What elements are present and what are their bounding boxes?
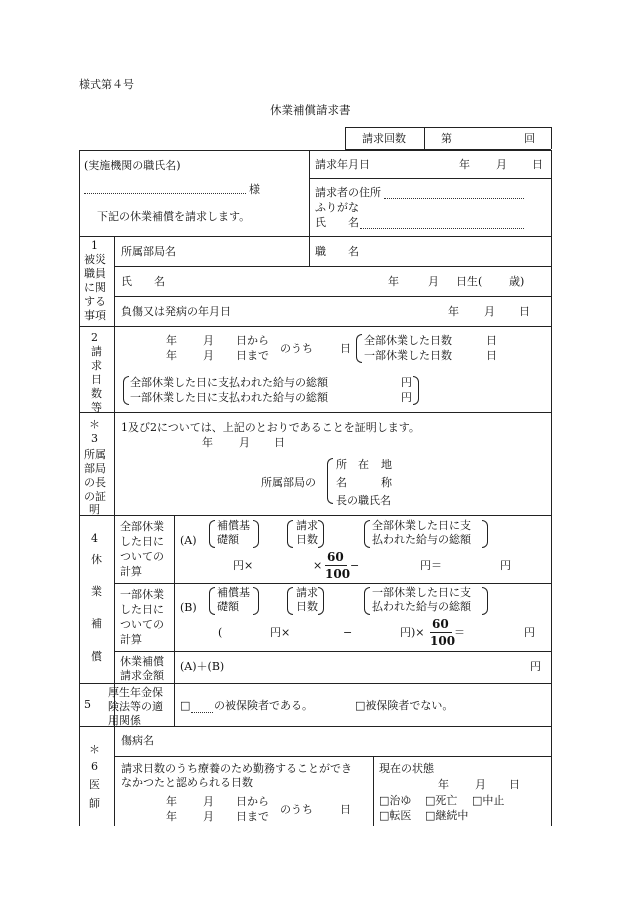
sec4-B-pay-2: 払われた給与の総額 <box>372 600 471 613</box>
sec2-full-rest-day: 日 <box>486 334 497 347</box>
sec6-unable-1: 請求日数のうち療養のため勤務することができ <box>121 762 352 775</box>
sec4-B-frac-bar <box>430 632 452 633</box>
sec4-B-close-times: 円)× <box>400 626 425 639</box>
sec4-A-base-bracket-l <box>209 520 215 548</box>
sec6-status-year: 年 <box>438 778 449 791</box>
addressee-sama: 様 <box>249 183 260 196</box>
sec4-B-days-bracket-r <box>318 587 324 615</box>
sec6-heading-2: 医 <box>89 778 100 791</box>
sec4-A-pay-2: 払われた給与の総額 <box>372 533 471 546</box>
sec4-A-times: × <box>313 559 323 572</box>
sec3-heading-5: の証 <box>84 490 106 503</box>
sec4-B-pay-1: 一部休業した日に支 <box>372 586 471 599</box>
sec3-heading-3: 部局 <box>84 462 106 475</box>
claimant-address-line[interactable] <box>384 198 524 199</box>
sec1-heading-0: 1 <box>91 239 98 252</box>
sec4-A: (A) <box>180 534 197 547</box>
sec6-disease: 傷病名 <box>121 734 154 747</box>
sec1-injury-year: 年 <box>448 305 459 318</box>
sec4-A-pay-1: 全部休業した日に支 <box>372 519 471 532</box>
sec3-day: 日 <box>274 436 285 449</box>
sec3-certify: 1及び2については、上記のとおりであることを証明します。 <box>121 421 420 434</box>
sec4-A-days-2: 日数 <box>296 533 318 546</box>
sec1-birth-day: 日生( <box>456 275 483 288</box>
sec4-A-base-bracket-r <box>253 520 259 548</box>
sec3-heading-1: 3 <box>91 432 98 445</box>
sec4-heading-2: 業 <box>91 585 102 598</box>
sec4-B-den: 100 <box>430 634 456 648</box>
sec6-heading-0: ＊ <box>89 743 100 756</box>
sec1-birth-year: 年 <box>388 275 399 288</box>
sec3-heading-6: 明 <box>89 503 100 516</box>
sec3-heading-0: ＊ <box>89 418 100 431</box>
sec2-heading-1: 請 <box>91 345 102 358</box>
sec2-part-rest-day: 日 <box>486 349 497 362</box>
sec4-B: (B) <box>180 601 197 614</box>
sec4-A-minus: − <box>350 559 360 572</box>
sec4-A-den: 100 <box>325 567 351 581</box>
request-date-month: 月 <box>496 158 507 171</box>
sec6-status: 現在の状態 <box>379 762 434 775</box>
sec5-insured-suffix: の被保険者である。 <box>214 699 313 712</box>
sec2-to-month: 月 <box>203 349 214 362</box>
sec6-from-month: 月 <box>203 795 214 808</box>
sec1-heading-3: に関 <box>84 281 106 294</box>
sec2-part-pay-yen: 円 <box>401 391 412 404</box>
sec5-line-1: 険法等の適 <box>108 700 163 713</box>
claimant-name-a: 氏 <box>315 216 326 229</box>
sec3-heading-2: 所属 <box>84 448 106 461</box>
sec1-heading-2: 職員 <box>84 267 106 280</box>
sec4-A-days-bracket-r <box>318 520 324 548</box>
addressee-line[interactable] <box>84 193 246 194</box>
sec6-to-month: 月 <box>203 810 214 823</box>
sec6-dead-checkbox[interactable]: □死亡 <box>425 794 458 807</box>
sec1-name-a: 氏 <box>121 275 132 288</box>
sec2-heading-5: 等 <box>91 401 102 414</box>
request-count-dai: 第 <box>441 132 452 145</box>
sec3-nm-a: 名 <box>336 476 347 489</box>
sec1-name-b: 名 <box>154 275 165 288</box>
sec3-loc-b: 在 <box>358 458 369 471</box>
sec2-part-pay: 一部休業した日に支払われた給与の総額 <box>130 391 328 404</box>
sec2-full-rest: 全部休業した日数 <box>364 334 452 347</box>
sec4-B-eq: ＝ <box>454 626 465 639</box>
sec4-A-days-bracket-l <box>287 520 293 548</box>
form-number: 様式第４号 <box>79 78 134 91</box>
sec1-age: 歳) <box>509 275 525 288</box>
sec6-to-year: 年 <box>166 810 177 823</box>
request-date-year: 年 <box>459 158 470 171</box>
sec3-nm-b: 称 <box>381 476 392 489</box>
sec4-part-line-2: ついての <box>120 618 164 631</box>
sec6-transfer-checkbox[interactable]: □転医 <box>379 809 412 822</box>
sec2-heading-2: 求 <box>91 359 102 372</box>
sec6-from: 日から <box>236 795 269 808</box>
sec4-A-days-1: 請求 <box>296 519 318 532</box>
sec4-part-line-1: した日に <box>120 603 164 616</box>
sec1-heading-5: 事項 <box>84 309 106 322</box>
sec4-full-line-0: 全部休業 <box>120 520 164 533</box>
request-statement: 下記の休業補償を請求します。 <box>97 210 251 223</box>
sec5-insurance-blank[interactable] <box>191 712 213 713</box>
sec2-from-year: 年 <box>166 334 177 347</box>
sec4-B-days-1: 請求 <box>296 586 318 599</box>
sec4-full-line-1: した日に <box>120 535 164 548</box>
sec6-status-day: 日 <box>509 778 520 791</box>
sec4-B-num: 60 <box>432 617 449 631</box>
sec6-stopped-checkbox[interactable]: □中止 <box>472 794 505 807</box>
sec4-A-yen-times: 円× <box>233 559 254 572</box>
sec5-number: 5 <box>84 698 91 711</box>
sec4-B-base-bracket-r <box>253 587 259 615</box>
sec1-injury-day: 日 <box>519 305 530 318</box>
sec6-continuing-checkbox[interactable]: □継続中 <box>425 809 469 822</box>
sec6-heading-1: 6 <box>91 760 98 773</box>
sec4-B-pay-bracket-r <box>482 587 488 615</box>
sec4-A-base-1: 補償基 <box>217 519 250 532</box>
request-count-kai: 回 <box>524 132 535 145</box>
sec1-heading-4: する <box>84 295 106 308</box>
sec6-cured-checkbox[interactable]: □治ゆ <box>379 794 412 807</box>
sec5-line-0: 厚生年金保 <box>108 686 163 699</box>
sec3-heading-4: の長 <box>84 476 106 489</box>
sec2-nouchi: のうち <box>280 342 313 355</box>
sec4-B-base-1: 補償基 <box>217 586 250 599</box>
sec4-B-result-yen: 円 <box>524 626 535 639</box>
sec4-A-pay-bracket-l <box>364 520 370 548</box>
sec4-B-pay-bracket-l <box>364 587 370 615</box>
sec3-head: 長の職氏名 <box>336 494 391 507</box>
sec4-heading-3: 補 <box>91 617 102 630</box>
sec2-heading-0: 2 <box>91 331 98 344</box>
sec4-total-formula: (A)＋(B) <box>180 660 225 673</box>
sec4-heading-1: 休 <box>91 553 102 566</box>
sec2-brace-1 <box>356 334 362 363</box>
sec4-A-num: 60 <box>327 550 344 564</box>
sec3-month: 月 <box>239 436 250 449</box>
sec4-total-line-0: 休業補償 <box>120 655 164 668</box>
sec2-full-pay: 全部休業した日に支払われた給与の総額 <box>130 376 328 389</box>
form-title: 休業補償請求書 <box>270 103 351 117</box>
request-date-day: 日 <box>532 158 543 171</box>
sec4-B-days-2: 日数 <box>296 600 318 613</box>
sec2-from: 日から <box>236 334 269 347</box>
addressee-label: (実施機関の職氏名) <box>84 159 181 172</box>
sec4-B-yen-times: 円× <box>270 626 291 639</box>
sec4-part-line-3: 計算 <box>120 633 142 646</box>
sec6-status-month: 月 <box>475 778 486 791</box>
sec1-birth-month: 月 <box>428 275 439 288</box>
sec6-heading-3: 師 <box>89 797 100 810</box>
sec3-loc-a: 所 <box>336 458 347 471</box>
sec5-insured-checkbox[interactable]: □ <box>180 699 191 712</box>
sec3-loc-c: 地 <box>381 458 392 471</box>
sec3-dept-of: 所属部局の <box>261 476 316 489</box>
sec4-A-pay-bracket-r <box>482 520 488 548</box>
sec4-heading-4: 償 <box>91 650 102 663</box>
sec6-day: 日 <box>340 803 351 816</box>
sec1-post-a: 職 <box>315 245 326 258</box>
sec2-full-pay-yen: 円 <box>401 376 412 389</box>
claimant-name-line[interactable] <box>360 228 524 229</box>
sec6-nouchi: のうち <box>280 803 313 816</box>
sec2-brace-2-right <box>413 376 419 405</box>
request-date-label: 請求年月日 <box>315 158 370 171</box>
sec2-to-year: 年 <box>166 349 177 362</box>
sec4-heading-0: 4 <box>91 532 98 545</box>
sec4-full-line-2: ついての <box>120 550 164 563</box>
sec2-part-rest: 一部休業した日数 <box>364 349 452 362</box>
sec1-injury-month: 月 <box>484 305 495 318</box>
sec1-dept-label: 所属部局名 <box>121 245 176 258</box>
claimant-name-b: 名 <box>348 216 359 229</box>
claimant-furigana: ふりがな <box>315 201 359 214</box>
claimant-address-label: 請求者の住所 <box>315 186 381 199</box>
sec4-B-days-bracket-l <box>287 587 293 615</box>
sec3-brace <box>327 458 333 504</box>
sec2-brace-2-left <box>123 376 129 405</box>
sec5-not-insured[interactable]: □被保険者でない。 <box>355 699 454 712</box>
sec3-year: 年 <box>202 436 213 449</box>
sec4-total-yen: 円 <box>530 660 541 673</box>
sec4-B-open-paren: ( <box>218 626 223 639</box>
sec4-part-line-0: 一部休業 <box>120 588 164 601</box>
sec6-to: 日まで <box>236 810 269 823</box>
sec4-B-base-2: 礎額 <box>217 600 239 613</box>
sec6-unable-2: なかつたと認められる日数 <box>121 776 253 789</box>
sec1-heading-1: 被災 <box>84 253 106 266</box>
sec4-A-eq-yen: 円＝ <box>420 559 442 572</box>
sec4-full-line-3: 計算 <box>120 565 142 578</box>
sec6-from-year: 年 <box>166 795 177 808</box>
sec1-injury-label: 負傷又は発病の年月日 <box>121 305 231 318</box>
sec4-total-line-1: 請求金額 <box>120 669 164 682</box>
sec2-from-month: 月 <box>203 334 214 347</box>
sec2-day: 日 <box>340 342 351 355</box>
sec2-heading-4: 数 <box>91 387 102 400</box>
sec2-heading-3: 日 <box>91 373 102 386</box>
sec4-A-result-yen: 円 <box>500 559 511 572</box>
sec5-line-2: 用関係 <box>108 714 141 727</box>
sec4-A-base-2: 礎額 <box>217 533 239 546</box>
sec4-B-minus: − <box>343 626 353 639</box>
request-count-label: 請求回数 <box>362 132 406 145</box>
sec2-to: 日まで <box>236 349 269 362</box>
sec4-B-base-bracket-l <box>209 587 215 615</box>
sec1-post-b: 名 <box>348 245 359 258</box>
sec4-A-frac-bar <box>325 565 347 566</box>
